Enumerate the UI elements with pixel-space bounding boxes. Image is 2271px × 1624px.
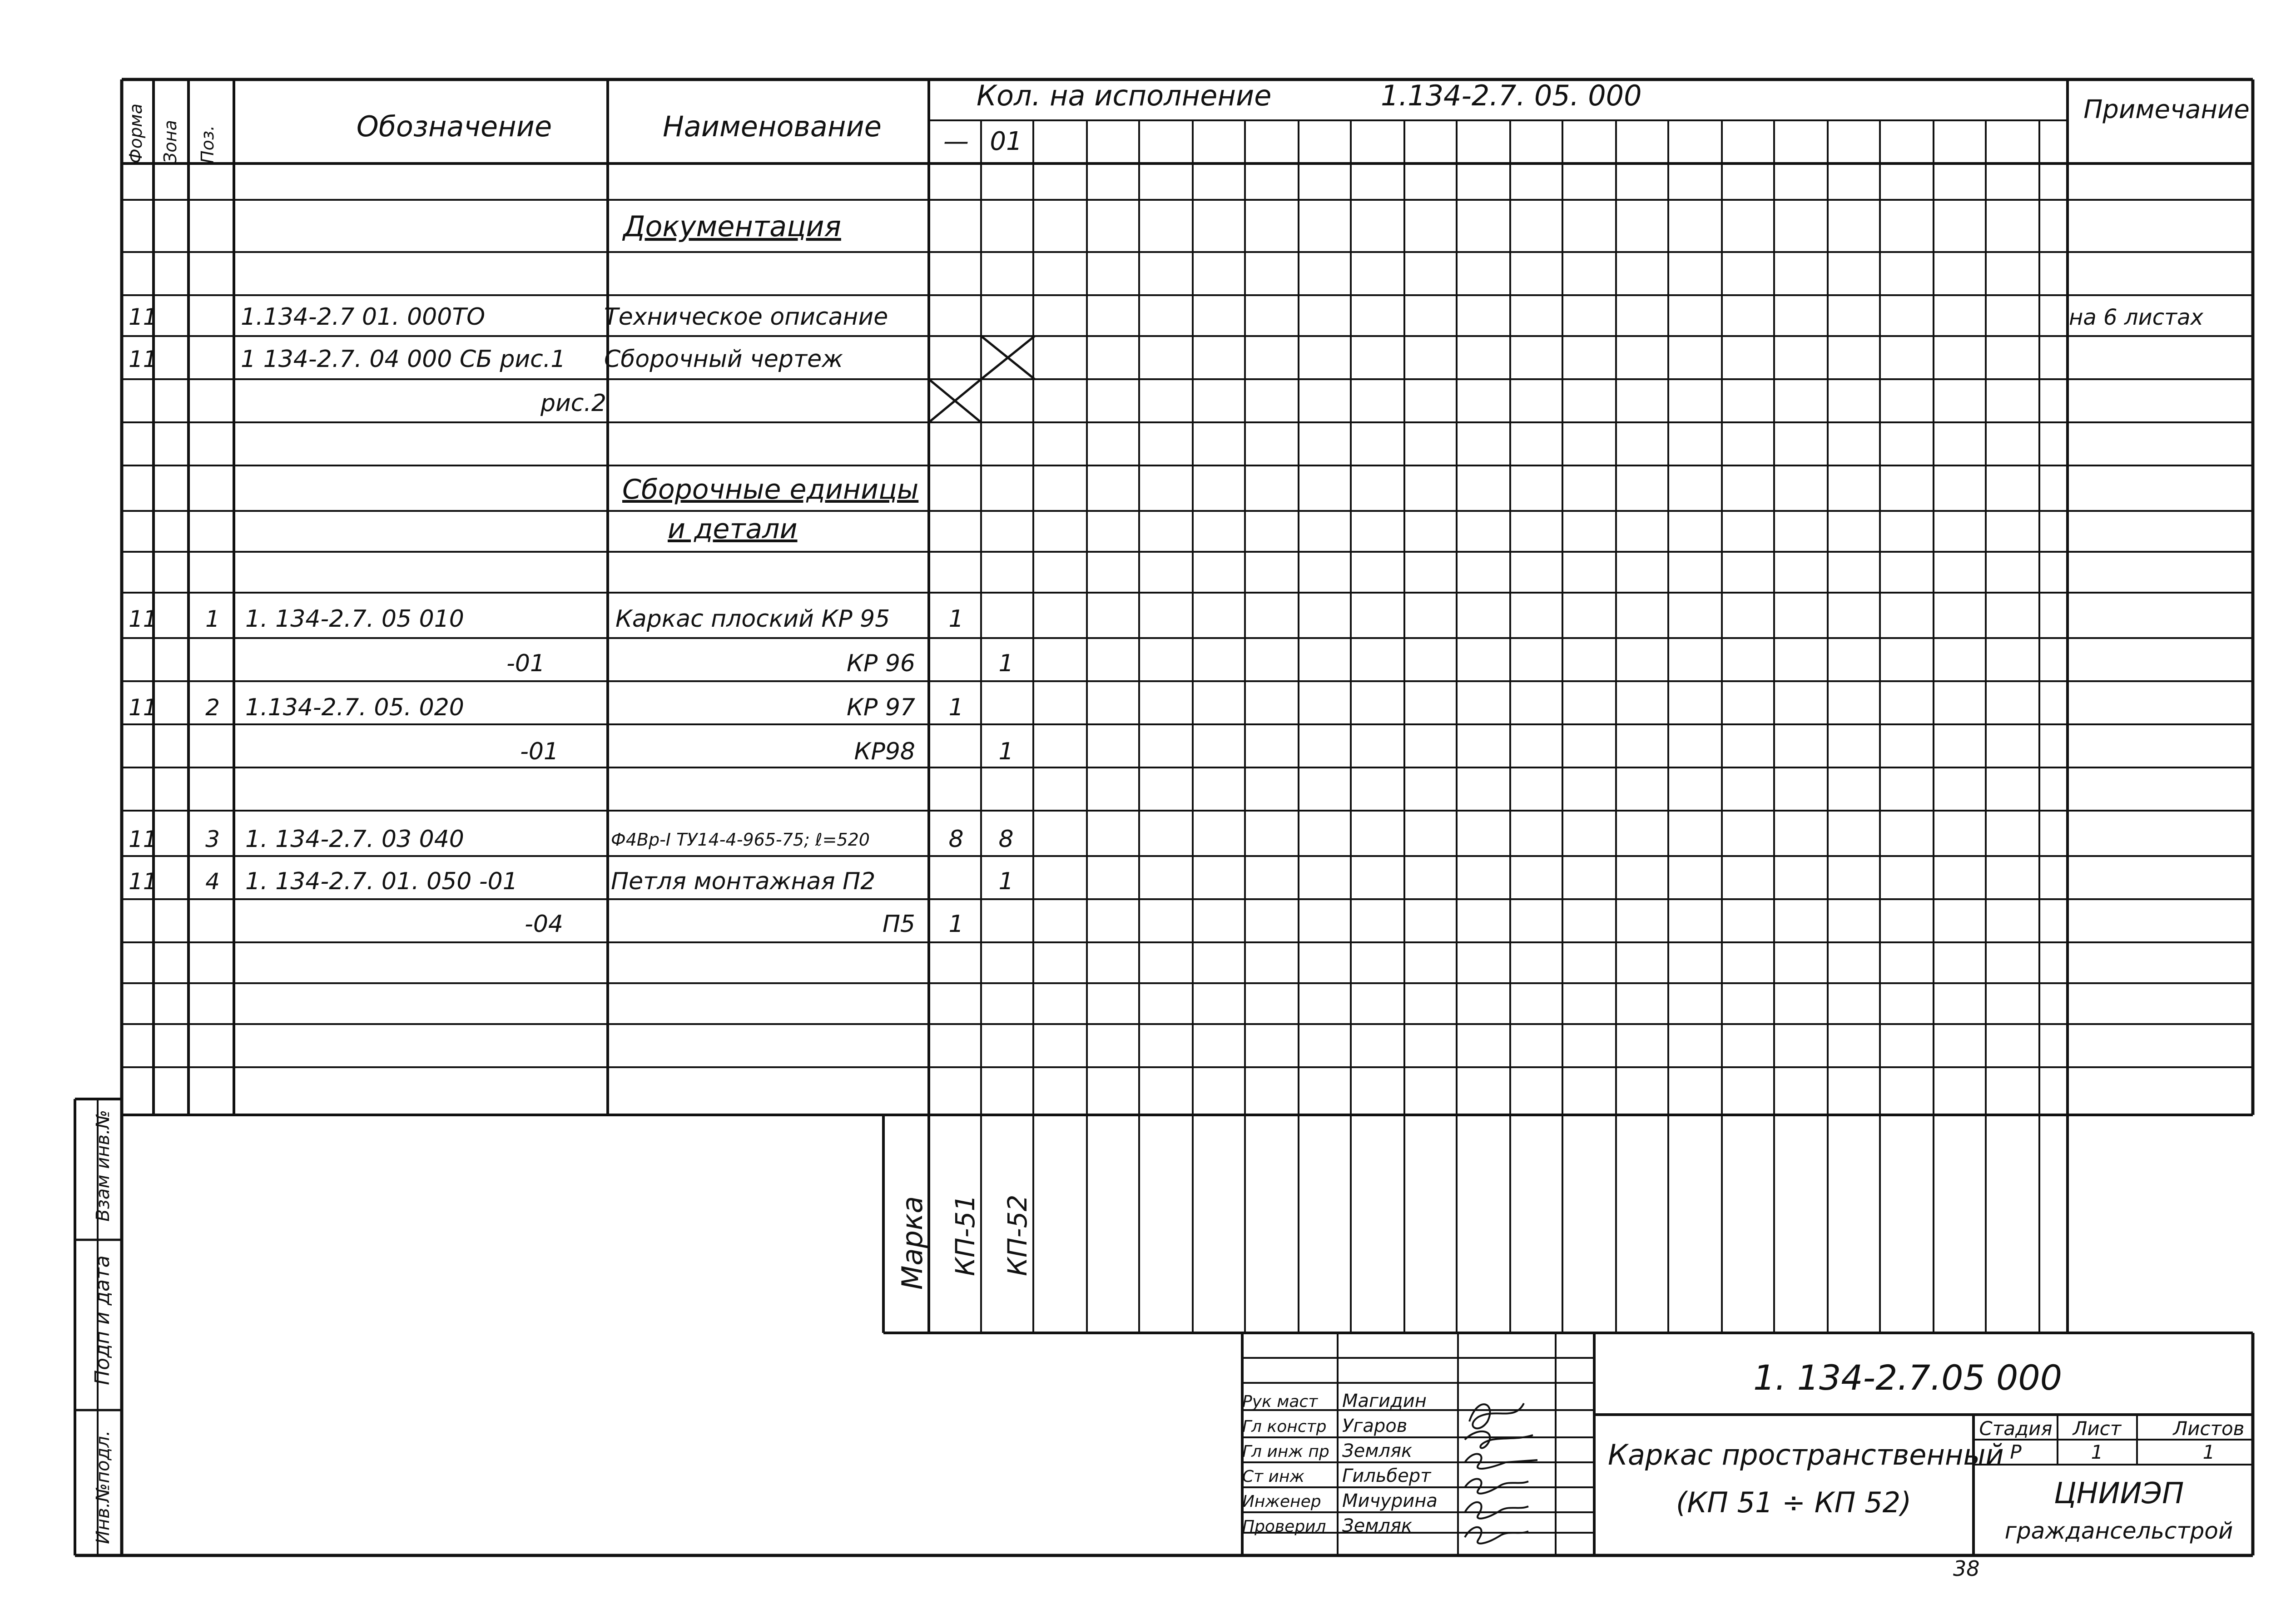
signatures bbox=[1465, 1403, 1537, 1544]
grid-lines bbox=[75, 79, 2253, 1555]
title-line1: Каркас пространственный bbox=[1608, 1438, 2004, 1471]
role-5: Проверил bbox=[1242, 1517, 1326, 1536]
r2-designation: 1 134-2.7. 04 000 СБ рис.1 bbox=[241, 346, 566, 373]
r10-designation: -04 bbox=[525, 911, 563, 938]
r4-format: 11 bbox=[129, 606, 158, 632]
r5-name: КР 96 bbox=[847, 650, 915, 677]
r9-name: Петля монтажная П2 bbox=[611, 868, 876, 895]
header-format: Форма bbox=[126, 103, 146, 163]
r8-pos: 3 bbox=[205, 826, 220, 852]
r5-q2: 1 bbox=[998, 650, 1014, 677]
r4-designation: 1. 134-2.7. 05 010 bbox=[245, 605, 464, 633]
mark-kp52: КП-52 bbox=[1002, 1194, 1033, 1276]
role-0: Рук маст bbox=[1242, 1392, 1318, 1411]
r4-pos: 1 bbox=[205, 606, 220, 632]
header-name: Наименование bbox=[663, 110, 882, 143]
sheet-label: Лист bbox=[2073, 1417, 2122, 1440]
org-line2: граждансельстрой bbox=[2004, 1518, 2233, 1544]
r6-format: 11 bbox=[129, 694, 158, 721]
header-qty-title: Кол. на исполнение bbox=[977, 79, 1272, 112]
section-documentation: Документация bbox=[623, 210, 841, 243]
r3-designation: рис.2 bbox=[540, 390, 606, 417]
sheet-value: 1 bbox=[2091, 1441, 2103, 1463]
r10-q1: 1 bbox=[948, 911, 964, 938]
side-sign-date: Подп и дата bbox=[91, 1255, 114, 1385]
r8-designation: 1. 134-2.7. 03 040 bbox=[245, 826, 464, 853]
r6-name: КР 97 bbox=[847, 694, 915, 721]
r7-designation: -01 bbox=[520, 738, 559, 765]
sheets-value: 1 bbox=[2202, 1441, 2215, 1463]
r9-format: 11 bbox=[129, 868, 158, 895]
person-1: Угаров bbox=[1342, 1416, 1408, 1436]
r6-designation: 1.134-2.7. 05. 020 bbox=[245, 694, 464, 721]
side-replace-inv: Взам инв.№ bbox=[93, 1109, 114, 1222]
r4-name: Каркас плоский КР 95 bbox=[615, 605, 890, 633]
role-3: Ст инж bbox=[1242, 1467, 1304, 1486]
variant-01: 01 bbox=[990, 127, 1022, 156]
org-line1: ЦНИИЭП bbox=[2053, 1477, 2184, 1510]
r9-pos: 4 bbox=[205, 868, 220, 895]
sheets-label: Листов bbox=[2173, 1417, 2245, 1440]
variant-dash: — bbox=[943, 127, 969, 156]
header-designation: Обозначение bbox=[356, 110, 552, 143]
mark-kp51: КП-51 bbox=[950, 1194, 981, 1276]
r4-q1: 1 bbox=[948, 605, 964, 633]
r9-designation: 1. 134-2.7. 01. 050 -01 bbox=[245, 868, 518, 895]
title-line2: (КП 51 ÷ КП 52) bbox=[1676, 1486, 1912, 1519]
r5-designation: -01 bbox=[506, 650, 545, 677]
person-4: Мичурина bbox=[1342, 1490, 1438, 1511]
r1-name: Техническое описание bbox=[604, 303, 888, 331]
r8-name: Ф4Вр-I ТУ14-4-965-75; ℓ=520 bbox=[611, 830, 870, 850]
role-2: Гл инж пр bbox=[1242, 1442, 1329, 1461]
side-inv-orig: Инв.№подл. bbox=[93, 1430, 114, 1544]
page-number: 38 bbox=[1953, 1556, 1980, 1581]
stage-value: Р bbox=[2010, 1441, 2022, 1463]
r2-format: 11 bbox=[129, 346, 158, 372]
stage-label: Стадия bbox=[1979, 1417, 2053, 1440]
marks-label: Марка bbox=[896, 1196, 929, 1290]
r8-q1: 8 bbox=[948, 826, 964, 853]
r6-q1: 1 bbox=[948, 694, 964, 721]
person-3: Гильберт bbox=[1342, 1466, 1431, 1486]
r1-designation: 1.134-2.7 01. 000ТО bbox=[241, 303, 486, 331]
person-0: Магидин bbox=[1342, 1391, 1427, 1411]
title-doc-code: 1. 134-2.7.05 000 bbox=[1753, 1357, 2063, 1398]
r9-q2: 1 bbox=[998, 868, 1014, 895]
r1-note: на 6 листах bbox=[2069, 305, 2203, 330]
person-2: Земляк bbox=[1342, 1441, 1413, 1461]
header-qty-code: 1.134-2.7. 05. 000 bbox=[1381, 79, 1642, 112]
r7-q2: 1 bbox=[998, 738, 1014, 765]
r6-pos: 2 bbox=[205, 694, 220, 721]
r1-format: 11 bbox=[129, 304, 158, 330]
r10-name: П5 bbox=[882, 911, 915, 938]
person-5: Земляк bbox=[1342, 1515, 1413, 1536]
r8-q2: 8 bbox=[998, 826, 1014, 853]
r7-name: КР98 bbox=[854, 738, 915, 765]
header-pos: Поз. bbox=[198, 125, 218, 163]
section-units-1: Сборочные единицы bbox=[622, 474, 919, 505]
r2-name: Сборочный чертеж bbox=[604, 346, 843, 373]
role-1: Гл констр bbox=[1242, 1417, 1327, 1436]
r8-format: 11 bbox=[129, 826, 158, 852]
header-zone: Зона bbox=[160, 120, 180, 163]
section-units-2: и детали bbox=[668, 513, 798, 545]
header-note: Примечание bbox=[2083, 95, 2250, 124]
role-4: Инженер bbox=[1242, 1492, 1321, 1511]
